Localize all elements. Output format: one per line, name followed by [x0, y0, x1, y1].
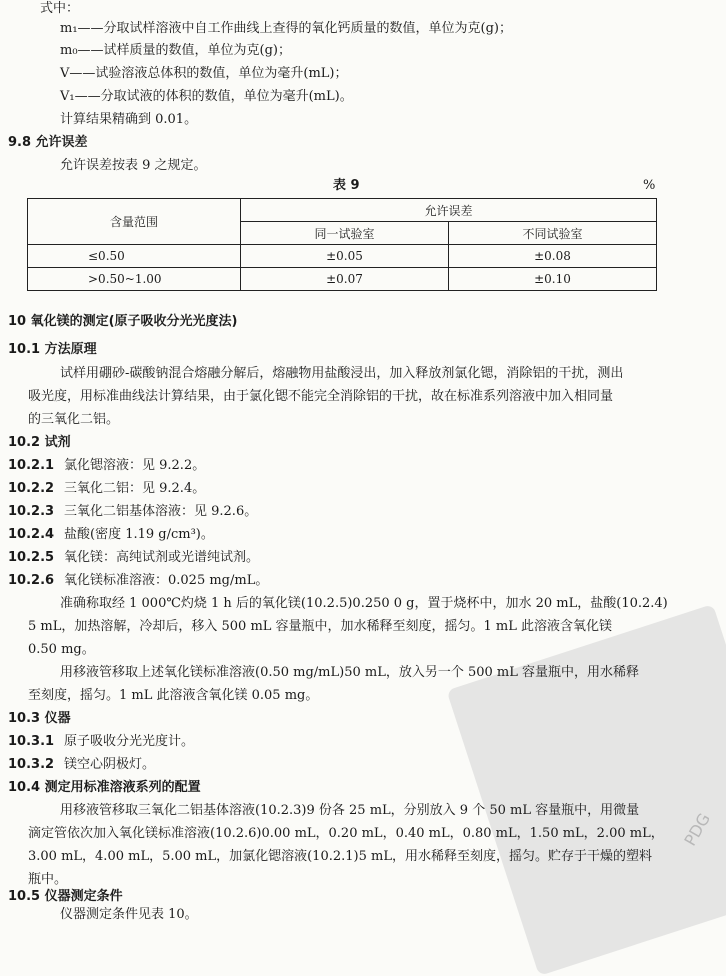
- para-series-1: 用移液管移取三氧化二铝基体溶液(10.2.3)9 份各 25 mL，分别放入 9 个 50 mL 容量瓶中，用微量: [60, 803, 640, 818]
- reagent-1: 10.2.1 氯化锶溶液：见 9.2.2。: [8, 458, 206, 473]
- reagent-4: 10.2.4 盐酸(密度 1.19 g/cm³)。: [8, 527, 214, 542]
- tolerance-table: [27, 198, 657, 291]
- where-label: 式中：: [40, 1, 80, 16]
- reagent-3: 10.2.3 三氧化二铝基体溶液：见 9.2.6。: [8, 504, 258, 519]
- instrument-1: 10.3.1 原子吸收分光光度计。: [8, 734, 195, 749]
- table-unit: %: [643, 178, 656, 193]
- section-10-3: 10.3 仪器: [8, 711, 71, 726]
- tolerance-note: 允许误差按表 9 之规定。: [60, 158, 207, 173]
- precision-note: 计算结果精确到 0.01。: [60, 112, 198, 127]
- cell-same: ±0.05: [241, 245, 449, 268]
- para-series-4: 瓶中。: [28, 872, 68, 887]
- para-principle-2: 吸光度，用标准曲线法计算结果，由于氯化锶不能完全消除铝的干扰，故在标准系列溶液中加入相同量: [28, 389, 614, 404]
- para-conditions: 仪器测定条件见表 10。: [60, 907, 198, 922]
- header-diff-lab: 不同试验室: [449, 222, 657, 245]
- reagent-5: 10.2.5 氧化镁：高纯试剂或光谱纯试剂。: [8, 550, 260, 565]
- para-series-3: 3.00 mL，4.00 mL，5.00 mL，加氯化锶溶液(10.2.1)5 mL，用水稀释至刻度，摇匀。贮存于干燥的塑料: [28, 849, 652, 864]
- section-10-1: 10.1 方法原理: [8, 342, 97, 357]
- section-10-5: 10.5 仪器测定条件: [8, 889, 123, 904]
- cell-range: >0.50~1.00: [28, 268, 241, 291]
- reagent-6: 10.2.6 氧化镁标准溶液：0.025 mg/mL。: [8, 573, 269, 588]
- var-m0: m₀——试样质量的数值，单位为克(g)；: [60, 43, 292, 58]
- var-m1: m₁——分取试样溶液中自工作曲线上查得的氧化钙质量的数值，单位为克(g)；: [60, 21, 513, 36]
- header-range: 含量范围: [28, 199, 241, 245]
- section-10: 10 氧化镁的测定(原子吸收分光光度法): [8, 314, 238, 329]
- section-10-4: 10.4 测定用标准溶液系列的配置: [8, 780, 201, 795]
- para-mgo-2: 5 mL，加热溶解，冷却后，移入 500 mL 容量瓶中，加水稀释至刻度，摇匀。1 mL 此溶液含氧化镁: [28, 619, 613, 634]
- instrument-2: 10.3.2 镁空心阴极灯。: [8, 757, 156, 772]
- var-v1: V₁——分取试液的体积的数值，单位为毫升(mL)。: [60, 89, 353, 104]
- section-10-2: 10.2 试剂: [8, 435, 71, 450]
- table-row: [28, 245, 657, 268]
- para-dilute-2: 至刻度，摇匀。1 mL 此溶液含氧化镁 0.05 mg。: [28, 688, 319, 703]
- para-series-2: 滴定管依次加入氧化镁标准溶液(10.2.6)0.00 mL，0.20 mL，0.40 mL，0.80 mL，1.50 mL，2.00 mL，: [28, 826, 664, 841]
- reagent-2: 10.2.2 三氧化二铝：见 9.2.4。: [8, 481, 206, 496]
- var-v: V——试验溶液总体积的数值，单位为毫升(mL)；: [60, 66, 348, 81]
- table-title: 表 9: [333, 178, 360, 193]
- cell-same: ±0.07: [241, 268, 449, 291]
- header-allowable: 允许误差: [241, 199, 657, 222]
- cell-diff: ±0.10: [449, 268, 657, 291]
- section-9-8: 9.8 允许误差: [8, 135, 88, 150]
- para-principle-3: 的三氧化二铝。: [28, 412, 120, 427]
- table-row: [28, 268, 657, 291]
- stamp-watermark-text: PDG: [680, 809, 715, 850]
- cell-range: ≤0.50: [28, 245, 241, 268]
- para-mgo-1: 准确称取经 1 000℃灼烧 1 h 后的氧化镁(10.2.5)0.250 0 g，置于烧杯中，加水 20 mL，盐酸(10.2.4): [60, 596, 668, 611]
- cell-diff: ±0.08: [449, 245, 657, 268]
- para-mgo-3: 0.50 mg。: [28, 642, 95, 657]
- library-stamp: [446, 604, 726, 976]
- para-dilute-1: 用移液管移取上述氧化镁标准溶液(0.50 mg/mL)50 mL，放入另一个 500 mL 容量瓶中，用水稀释: [60, 665, 640, 680]
- header-same-lab: 同一试验室: [241, 222, 449, 245]
- para-principle-1: 试样用硼砂-碳酸钠混合熔融分解后，熔融物用盐酸浸出，加入释放剂氯化锶，消除铝的干扰，测出: [60, 366, 624, 381]
